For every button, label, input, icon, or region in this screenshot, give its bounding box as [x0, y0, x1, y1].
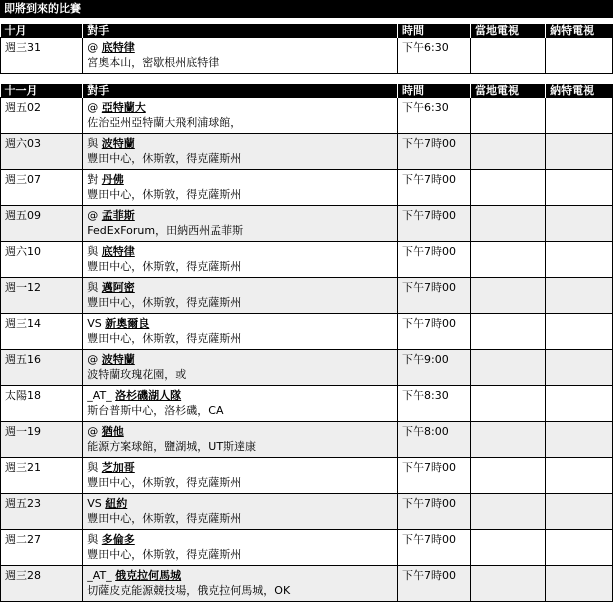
local-tv-cell: [471, 350, 546, 386]
opponent-column-header: 對手: [83, 84, 398, 98]
national-tv-column-header: 納特電視: [546, 84, 613, 98]
local-tv-column-header: 當地電視: [471, 24, 546, 38]
opponent-link[interactable]: 底特律: [101, 245, 135, 258]
local-tv-cell: [471, 278, 546, 314]
local-tv-cell: [471, 242, 546, 278]
table-header-row: [1, 24, 613, 38]
local-tv-cell: [471, 170, 546, 206]
game-matchup: [83, 170, 398, 206]
game-matchup: [83, 134, 398, 170]
national-tv-cell: [546, 206, 613, 242]
local-tv-cell: [471, 494, 546, 530]
game-row: [1, 458, 613, 494]
game-row: [1, 134, 613, 170]
game-venue: 宮奧本山，密歇根州底特律: [87, 56, 220, 69]
matchup-prefix: @: [87, 101, 99, 114]
opponent-link[interactable]: 猶他: [101, 425, 124, 438]
game-row: [1, 566, 613, 602]
game-matchup: [83, 386, 398, 422]
matchup-prefix: @: [87, 209, 99, 222]
national-tv-cell: [546, 458, 613, 494]
month-header: 十月: [1, 24, 83, 38]
game-matchup: [83, 566, 398, 602]
local-tv-column-header: 當地電視: [471, 84, 546, 98]
matchup-prefix: @: [87, 41, 99, 54]
game-time: 下午8:30: [398, 386, 471, 422]
game-venue: 波特蘭玫瑰花園，或: [87, 368, 187, 381]
game-venue: 豐田中心，休斯敦，得克薩斯州: [87, 548, 242, 561]
game-date: 週六03: [1, 134, 83, 170]
opponent-link[interactable]: 孟菲斯: [101, 209, 135, 222]
local-tv-cell: [471, 422, 546, 458]
game-date: 週五23: [1, 494, 83, 530]
opponent-link[interactable]: 多倫多: [101, 533, 135, 546]
game-date: 週一12: [1, 278, 83, 314]
game-time: 下午7時00: [398, 314, 471, 350]
matchup-prefix: 與: [87, 461, 99, 474]
game-date: 週三21: [1, 458, 83, 494]
game-row: [1, 206, 613, 242]
national-tv-cell: [546, 134, 613, 170]
game-time: 下午7時00: [398, 494, 471, 530]
game-matchup: [83, 242, 398, 278]
game-time: 下午7時00: [398, 530, 471, 566]
schedule-table-october: [0, 24, 613, 74]
opponent-link[interactable]: 亞特蘭大: [101, 101, 146, 114]
local-tv-cell: [471, 386, 546, 422]
local-tv-cell: [471, 98, 546, 134]
matchup-prefix: VS: [87, 497, 102, 510]
game-date: 週二27: [1, 530, 83, 566]
matchup-prefix: _AT_: [87, 569, 112, 582]
time-column-header: 時間: [398, 84, 471, 98]
game-date: 週三07: [1, 170, 83, 206]
game-venue: 豐田中心，休斯敦，得克薩斯州: [87, 332, 242, 345]
month-header: 十一月: [1, 84, 83, 98]
game-venue: 豐田中心，休斯敦，得克薩斯州: [87, 188, 242, 201]
game-matchup: [83, 350, 398, 386]
game-time: 下午7時00: [398, 170, 471, 206]
game-venue: 佐治亞州亞特蘭大飛利浦球館，: [87, 116, 242, 129]
matchup-prefix: @: [87, 353, 99, 366]
game-venue: 豐田中心，休斯敦，得克薩斯州: [87, 296, 242, 309]
matchup-prefix: 對: [87, 173, 99, 186]
game-row: [1, 494, 613, 530]
matchup-prefix: _AT_: [87, 389, 112, 402]
game-row: [1, 170, 613, 206]
game-matchup: [83, 38, 398, 74]
game-time: 下午7時00: [398, 458, 471, 494]
national-tv-cell: [546, 242, 613, 278]
opponent-link[interactable]: 邁阿密: [101, 281, 135, 294]
game-time: 下午7時00: [398, 206, 471, 242]
matchup-prefix: @: [87, 425, 99, 438]
national-tv-cell: [546, 386, 613, 422]
local-tv-cell: [471, 38, 546, 74]
game-row: [1, 314, 613, 350]
opponent-column-header: 對手: [83, 24, 398, 38]
game-date: 週三14: [1, 314, 83, 350]
opponent-link[interactable]: 波特蘭: [101, 353, 135, 366]
game-date: 週三31: [1, 38, 83, 74]
matchup-prefix: VS: [87, 317, 102, 330]
game-venue: 豐田中心，休斯敦，得克薩斯州: [87, 152, 242, 165]
game-row: [1, 386, 613, 422]
upcoming-games-title: 即將到來的比賽: [0, 0, 613, 18]
game-time: 下午7時00: [398, 566, 471, 602]
game-time: 下午6:30: [398, 98, 471, 134]
national-tv-cell: [546, 314, 613, 350]
game-date: 週五09: [1, 206, 83, 242]
local-tv-cell: [471, 314, 546, 350]
game-venue: 豐田中心，休斯敦，得克薩斯州: [87, 476, 242, 489]
game-date: 週六10: [1, 242, 83, 278]
opponent-link[interactable]: 芝加哥: [101, 461, 135, 474]
game-row: [1, 98, 613, 134]
time-column-header: 時間: [398, 24, 471, 38]
opponent-link[interactable]: 丹佛: [101, 173, 124, 186]
opponent-link[interactable]: 底特律: [101, 41, 135, 54]
game-venue: 豐田中心，休斯敦，得克薩斯州: [87, 260, 242, 273]
game-venue: 能源方案球館，鹽湖城，UT斯達康: [87, 440, 257, 453]
opponent-link[interactable]: 波特蘭: [101, 137, 135, 150]
national-tv-cell: [546, 170, 613, 206]
matchup-prefix: 與: [87, 137, 99, 150]
game-time: 下午7時00: [398, 278, 471, 314]
game-venue: 切薩皮克能源競技場，俄克拉何馬城，OK: [87, 584, 291, 597]
game-row: [1, 38, 613, 74]
game-date: 太陽18: [1, 386, 83, 422]
schedule-table-november: [0, 84, 613, 602]
game-time: 下午7時00: [398, 134, 471, 170]
game-matchup: [83, 458, 398, 494]
national-tv-cell: [546, 494, 613, 530]
game-row: [1, 530, 613, 566]
matchup-prefix: 與: [87, 281, 99, 294]
game-matchup: [83, 278, 398, 314]
opponent-link[interactable]: 洛杉磯湖人隊: [115, 389, 182, 402]
national-tv-cell: [546, 38, 613, 74]
opponent-link[interactable]: 新奧爾良: [105, 317, 150, 330]
game-time: 下午8:00: [398, 422, 471, 458]
national-tv-cell: [546, 98, 613, 134]
game-row: [1, 278, 613, 314]
game-matchup: [83, 422, 398, 458]
game-matchup: [83, 206, 398, 242]
game-row: [1, 242, 613, 278]
game-date: 週五02: [1, 98, 83, 134]
game-venue: FedExForum，田納西州孟菲斯: [87, 224, 244, 237]
game-row: [1, 350, 613, 386]
game-matchup: [83, 494, 398, 530]
national-tv-cell: [546, 530, 613, 566]
local-tv-cell: [471, 566, 546, 602]
national-tv-cell: [546, 566, 613, 602]
game-row: [1, 422, 613, 458]
national-tv-cell: [546, 278, 613, 314]
opponent-link[interactable]: 俄克拉何馬城: [115, 569, 182, 582]
game-matchup: [83, 98, 398, 134]
game-matchup: [83, 530, 398, 566]
local-tv-cell: [471, 206, 546, 242]
game-date: 週一19: [1, 422, 83, 458]
game-date: 週三28: [1, 566, 83, 602]
opponent-link[interactable]: 紐約: [105, 497, 128, 510]
game-venue: 斯台普斯中心，洛杉磯，CA: [87, 404, 224, 417]
game-time: 下午7時00: [398, 242, 471, 278]
local-tv-cell: [471, 458, 546, 494]
matchup-prefix: 與: [87, 533, 99, 546]
matchup-prefix: 與: [87, 245, 99, 258]
game-time: 下午6:30: [398, 38, 471, 74]
national-tv-cell: [546, 350, 613, 386]
table-header-row: [1, 84, 613, 98]
game-time: 下午9:00: [398, 350, 471, 386]
national-tv-column-header: 納特電視: [546, 24, 613, 38]
game-date: 週五16: [1, 350, 83, 386]
local-tv-cell: [471, 530, 546, 566]
game-venue: 豐田中心，休斯敦，得克薩斯州: [87, 512, 242, 525]
local-tv-cell: [471, 134, 546, 170]
national-tv-cell: [546, 422, 613, 458]
game-matchup: [83, 314, 398, 350]
